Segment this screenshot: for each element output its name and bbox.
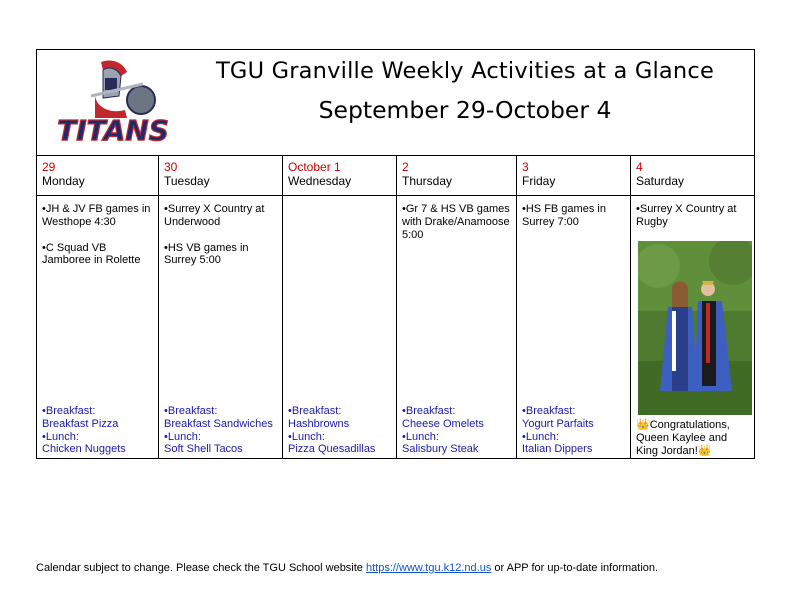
breakfast-label: •Breakfast: <box>42 405 96 417</box>
day-name: Thursday <box>402 173 453 188</box>
breakfast-label: •Breakfast: <box>402 405 456 417</box>
day-column-wednesday <box>283 155 397 458</box>
lunch-label: •Lunch: <box>164 430 201 443</box>
activity-item: •JH & JV FB games in Westhope 4:30 <box>42 203 151 228</box>
homecoming-photo <box>638 241 752 415</box>
breakfast-label: •Breakfast: <box>164 405 218 417</box>
lunch-item: Soft Shell Tacos <box>164 443 243 456</box>
day-column-monday <box>37 155 159 458</box>
breakfast-item: Breakfast Pizza <box>42 417 119 430</box>
activities <box>164 203 279 280</box>
day-number: 29 <box>42 160 56 174</box>
breakfast-item: Hashbrowns <box>288 417 350 430</box>
activity-item: •Gr 7 & HS VB games with Drake/Anamoose 5:00 <box>402 203 510 241</box>
day-header <box>517 155 630 196</box>
meal-menu <box>288 405 393 456</box>
activities <box>402 203 513 254</box>
day-name: Saturday <box>636 173 685 188</box>
calendar-header <box>37 50 754 156</box>
activities <box>636 203 751 242</box>
day-header <box>397 155 516 196</box>
svg-text:TITANS: TITANS <box>57 114 169 147</box>
lunch-label: •Lunch: <box>288 430 325 443</box>
breakfast-label: •Breakfast: <box>288 405 342 417</box>
day-column-friday <box>517 155 631 458</box>
day-name: Tuesday <box>164 173 210 188</box>
day-header <box>631 155 754 196</box>
day-column-thursday <box>397 155 517 458</box>
calendar-table <box>36 49 755 459</box>
lunch-item: Salisbury Steak <box>402 443 479 456</box>
titans-logo <box>51 56 179 152</box>
footer-text: Calendar subject to change. Please check the TGU School website <box>36 562 366 574</box>
breakfast-item: Yogurt Parfaits <box>522 417 594 430</box>
day-header <box>159 155 282 196</box>
breakfast-label: •Breakfast: <box>522 405 576 417</box>
lunch-item: Italian Dippers <box>522 443 593 456</box>
meal-menu <box>522 405 627 456</box>
day-number: 4 <box>636 160 643 174</box>
activity-item: •HS VB games in Surrey 5:00 <box>164 241 249 267</box>
day-name: Wednesday <box>288 173 352 188</box>
meal-menu <box>402 405 513 456</box>
activity-item: •C Squad VB Jamboree in Rolette <box>42 241 141 267</box>
activity-item: •HS FB games in Surrey 7:00 <box>522 203 606 228</box>
day-number: 3 <box>522 160 529 174</box>
date-range: September 29-October 4 <box>318 96 612 124</box>
school-website-link[interactable]: https://www.tgu.k12.nd.us <box>365 562 492 574</box>
congratulations-note: 👑Congratulations, Queen Kaylee and King Jordan!👑 <box>636 419 730 457</box>
day-header <box>37 155 158 196</box>
day-name: Monday <box>42 173 85 188</box>
day-number: 2 <box>402 160 409 174</box>
meal-menu <box>164 405 279 456</box>
day-name: Friday <box>522 173 556 188</box>
day-number: October 1 <box>288 160 341 174</box>
lunch-label: •Lunch: <box>42 430 79 443</box>
day-header <box>283 155 396 196</box>
page-title: TGU Granville Weekly Activities at a Glance <box>215 58 714 84</box>
lunch-item: Pizza Quesadillas <box>288 443 376 456</box>
lunch-label: •Lunch: <box>402 430 439 443</box>
meal-menu <box>42 405 155 456</box>
activities <box>522 203 627 242</box>
breakfast-item: Cheese Omelets <box>402 417 484 430</box>
day-number: 30 <box>164 160 178 174</box>
activities <box>42 203 155 280</box>
lunch-label: •Lunch: <box>522 430 559 443</box>
activity-item: •Surrey X Country at Rugby <box>636 203 737 228</box>
day-column-saturday <box>631 155 754 458</box>
breakfast-item: Breakfast Sandwiches <box>164 417 273 430</box>
activity-item: •Surrey X Country at Underwood <box>164 203 265 228</box>
lunch-item: Chicken Nuggets <box>42 443 126 456</box>
footer-note <box>36 562 658 574</box>
day-column-tuesday <box>159 155 283 458</box>
footer-text-end: or APP for up-to-date information. <box>491 562 659 574</box>
